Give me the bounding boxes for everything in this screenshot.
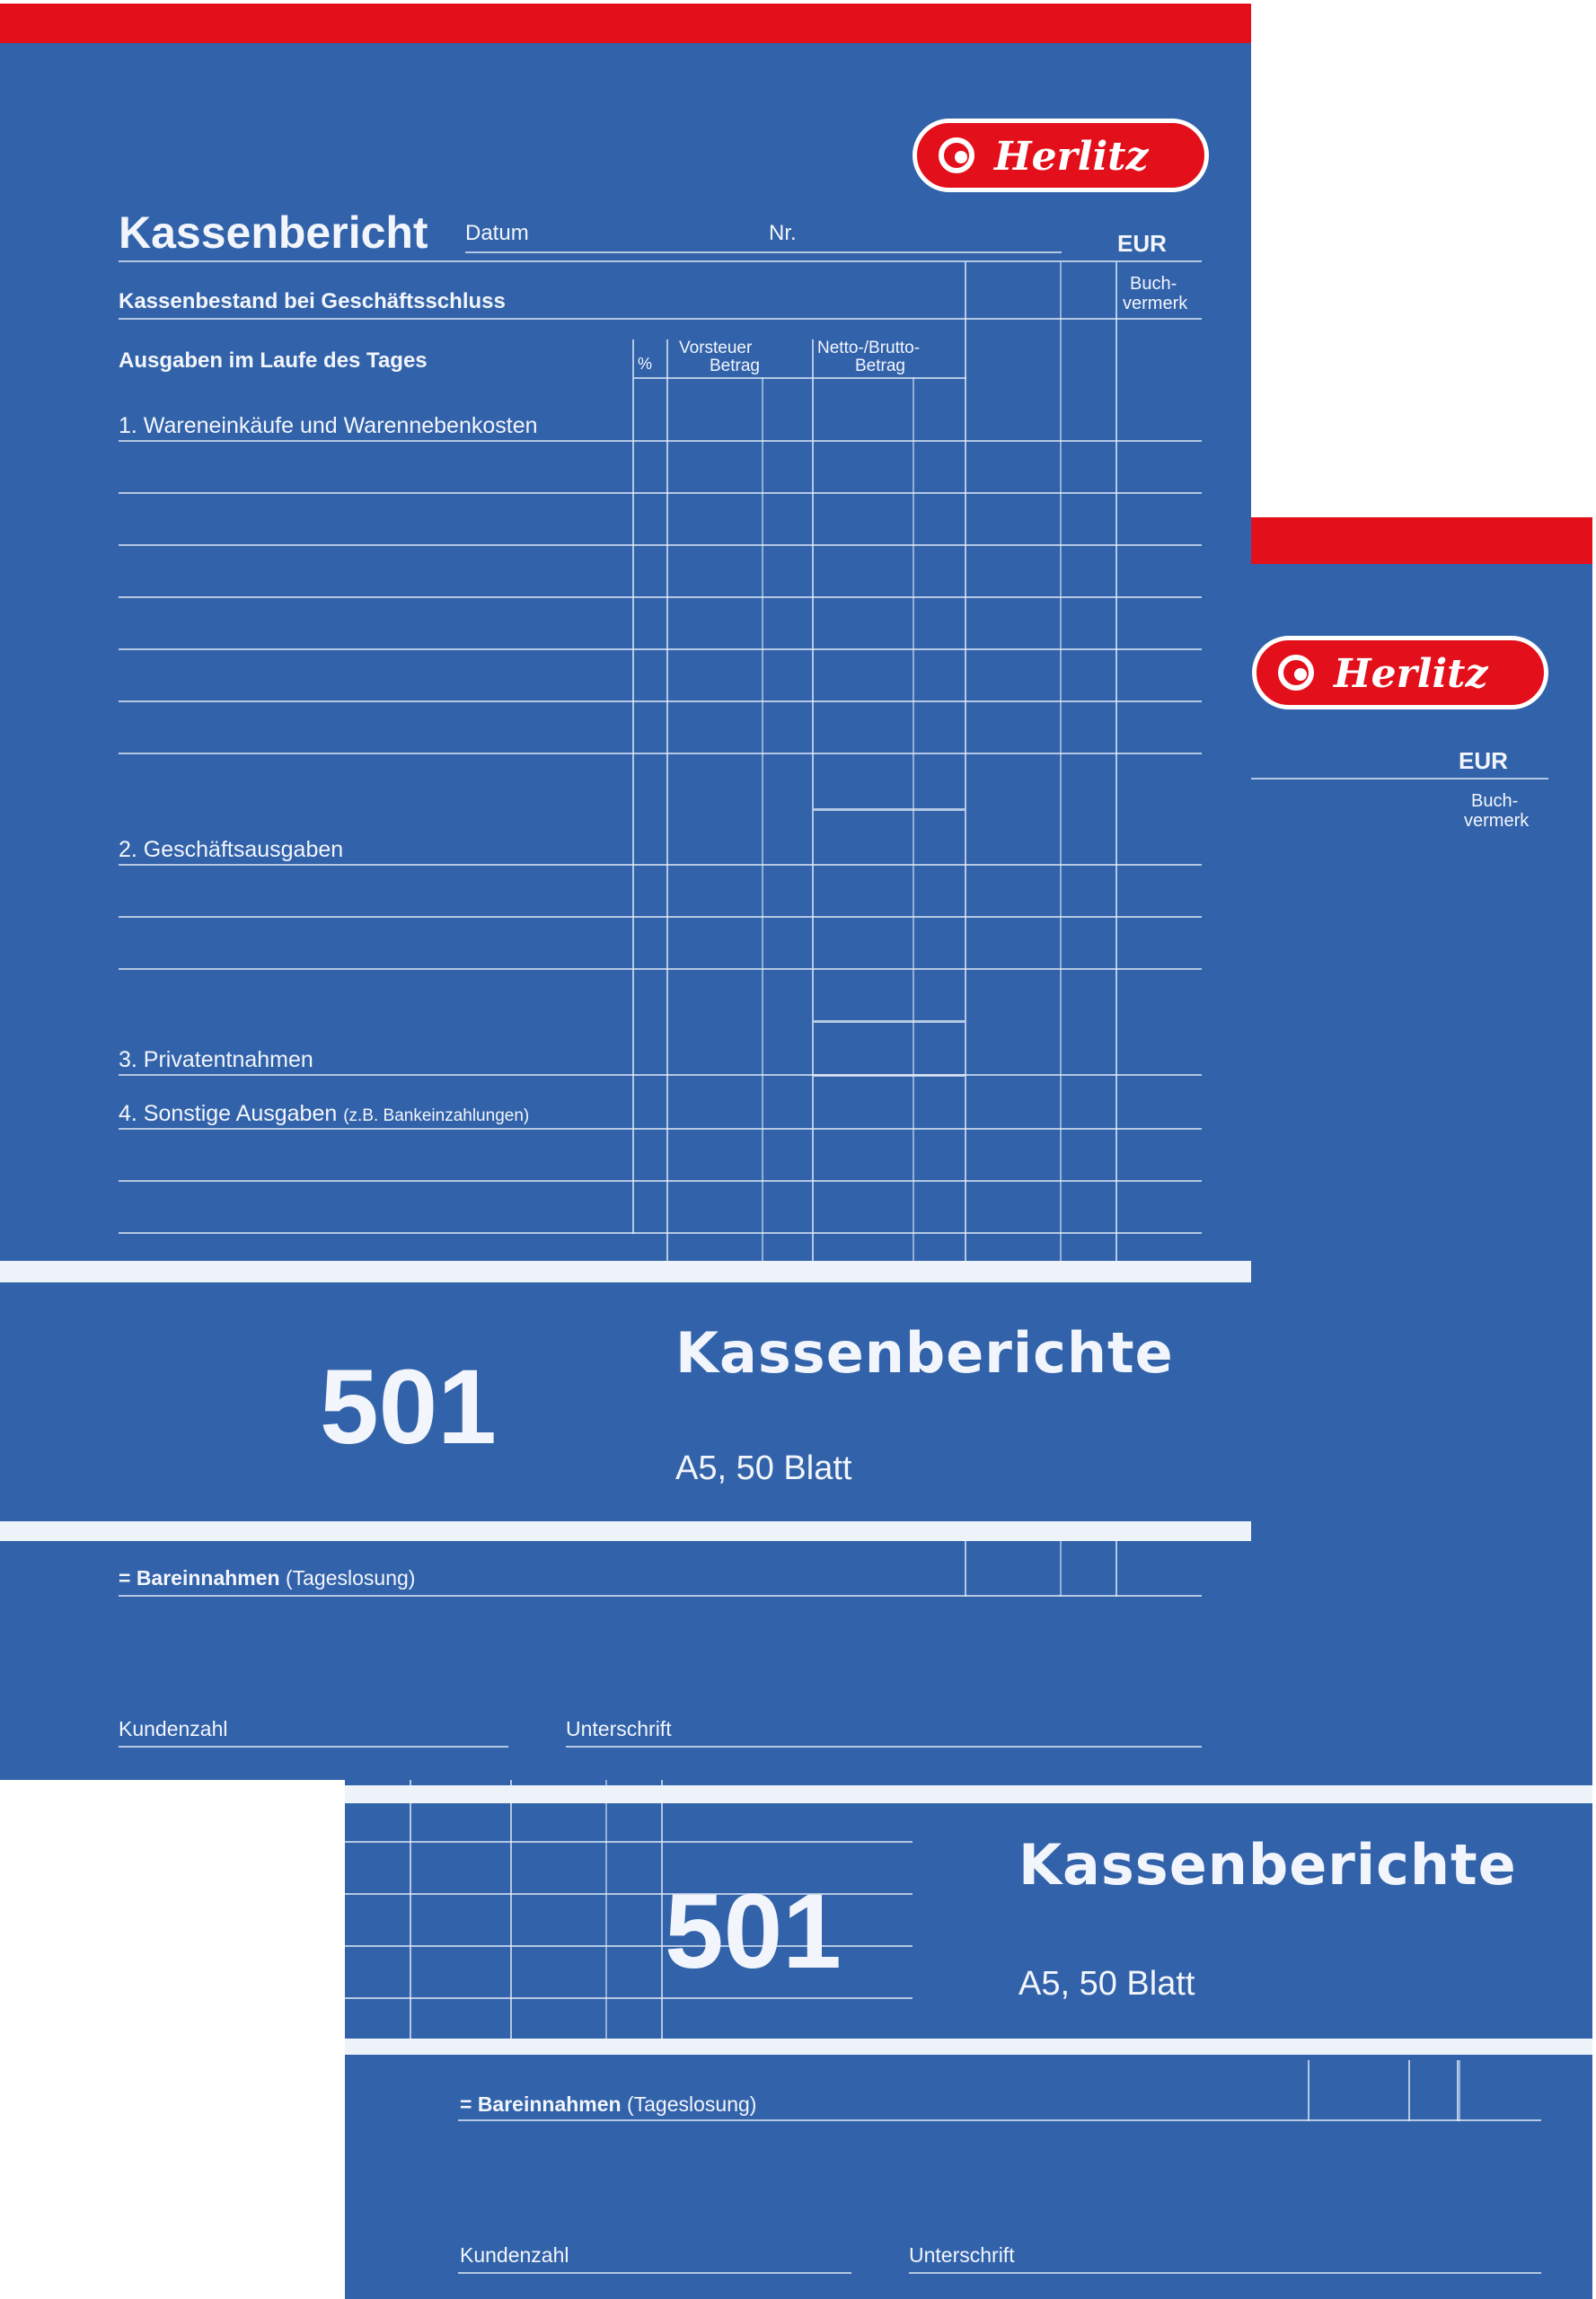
- row-line: [119, 1074, 1202, 1076]
- kundenzahl-label: Kundenzahl: [119, 1717, 228, 1740]
- back-kundenzahl-label: Kundenzahl: [460, 2243, 569, 2267]
- back-bareinnahmen-line: [458, 2119, 1541, 2121]
- section-3-label: 3. Privatentnahmen: [119, 1047, 313, 1072]
- row-line: [119, 1180, 1202, 1182]
- kassenbestand-line: [119, 318, 1202, 320]
- tageslosung-label: (Tageslosung): [285, 1566, 416, 1590]
- subtotal-line: [814, 808, 965, 811]
- herlitz-swirl-icon: [1276, 653, 1319, 692]
- back-band-bottom: [345, 2039, 1592, 2055]
- back-foot-col: [1408, 2060, 1410, 2121]
- back-eur-label: EUR: [1459, 747, 1508, 774]
- unterschrift-label: Unterschrift: [566, 1717, 672, 1740]
- row-line: [119, 1232, 1202, 1234]
- netto-betrag-label: Betrag: [855, 357, 905, 375]
- back-herlitz-logo: [1252, 636, 1548, 709]
- back-foot-col: [1457, 2060, 1459, 2121]
- unterschrift-line: [566, 1746, 1202, 1748]
- row-line: [119, 700, 1202, 702]
- vorsteuer-betrag-label: Betrag: [710, 357, 760, 375]
- front-red-strip: [0, 0, 1251, 43]
- logo-wordmark: Herlitz: [994, 134, 1149, 180]
- kundenzahl-line: [119, 1746, 508, 1748]
- front-band-bottom: [0, 1521, 1251, 1541]
- back-bareinnahmen-label: = Bareinnahmen: [460, 2092, 622, 2116]
- nr-label: Nr.: [769, 221, 797, 245]
- buch-label: Buch-: [1130, 274, 1177, 294]
- netto-col-line: [812, 339, 814, 1264]
- ausgaben-label: Ausgaben im Laufe des Tages: [119, 348, 428, 373]
- back-band-top: [345, 1785, 1592, 1803]
- front-band-top: [0, 1261, 1251, 1282]
- kassenbestand-label: Kassenbestand bei Geschäftsschluss: [119, 289, 506, 313]
- subtotal-line: [814, 1074, 965, 1077]
- vorsteuer-label: Vorsteuer: [679, 339, 753, 357]
- back-kundenzahl-line: [458, 2272, 851, 2274]
- back-row-line: [345, 1841, 913, 1843]
- row-line: [119, 440, 1202, 442]
- back-tageslosung-label: (Tageslosung): [626, 2092, 757, 2116]
- foot-col: [1115, 1541, 1117, 1597]
- back-row-line: [345, 1997, 913, 1999]
- datum-line: [465, 251, 1062, 253]
- foot-col: [1060, 1541, 1062, 1597]
- row-line: [119, 916, 1202, 918]
- row-line: [119, 753, 1202, 754]
- back-product-name: Kassenberichte: [1018, 1832, 1517, 1898]
- netto-cents-line: [913, 377, 914, 1264]
- column-header-line: [634, 377, 966, 379]
- back-foot-col: [1459, 2060, 1460, 2121]
- back-product-spec: A5, 50 Blatt: [1018, 1965, 1195, 2003]
- product-spec: A5, 50 Blatt: [675, 1449, 852, 1487]
- form-title: Kassenbericht: [119, 207, 428, 258]
- vorsteuer-col-line: [666, 339, 668, 1264]
- eur-col-line: [965, 262, 966, 1264]
- logo-wordmark: Herlitz: [1334, 651, 1488, 697]
- back-unterschrift-line: [909, 2272, 1541, 2274]
- section-4-note: (z.B. Bankeinzahlungen): [343, 1106, 530, 1125]
- section-4: [119, 1103, 529, 1125]
- row-line: [119, 968, 1202, 970]
- herlitz-swirl-icon: [937, 136, 980, 175]
- netto-label: Netto-/Brutto-: [817, 339, 921, 357]
- section-2-label: 2. Geschäftsausgaben: [119, 837, 344, 862]
- section-1-label: 1. Wareneinkäufe und Warennebenkosten: [119, 413, 538, 438]
- product-number: 501: [320, 1348, 497, 1467]
- eur-line: [119, 260, 1202, 262]
- product-name: Kassenberichte: [675, 1320, 1174, 1386]
- row-line: [119, 492, 1202, 494]
- row-line: [119, 544, 1202, 546]
- back-product-number: 501: [665, 1872, 842, 1991]
- back-foot-col: [1308, 2060, 1309, 2121]
- bareinnahmen-line: [119, 1595, 1202, 1597]
- buchvermerk-col-line: [1115, 262, 1117, 1264]
- row-line: [119, 864, 1202, 866]
- subtotal-line: [814, 1020, 965, 1023]
- row-line: [119, 596, 1202, 598]
- bareinnahmen: [119, 1568, 415, 1589]
- back-buch-label: Buch-: [1471, 791, 1519, 811]
- back-unterschrift-label: Unterschrift: [909, 2243, 1015, 2267]
- vermerk-label: vermerk: [1123, 294, 1188, 313]
- eur-cents-line: [1060, 262, 1062, 1264]
- front-herlitz-logo: [913, 119, 1209, 192]
- front-white-edge: [0, 0, 1251, 4]
- back-vermerk-label: vermerk: [1464, 811, 1530, 831]
- percent-col-line: [632, 339, 634, 1234]
- back-bareinnahmen: [460, 2094, 756, 2115]
- row-line: [119, 1128, 1202, 1130]
- row-line: [119, 648, 1202, 650]
- percent-label: %: [638, 355, 653, 373]
- bareinnahmen-label: = Bareinnahmen: [119, 1566, 280, 1590]
- foot-col: [965, 1541, 966, 1597]
- eur-label: EUR: [1117, 230, 1167, 257]
- section-4-label: 4. Sonstige Ausgaben: [119, 1101, 338, 1126]
- vorsteuer-cents-line: [762, 377, 763, 1264]
- datum-label: Datum: [465, 221, 529, 245]
